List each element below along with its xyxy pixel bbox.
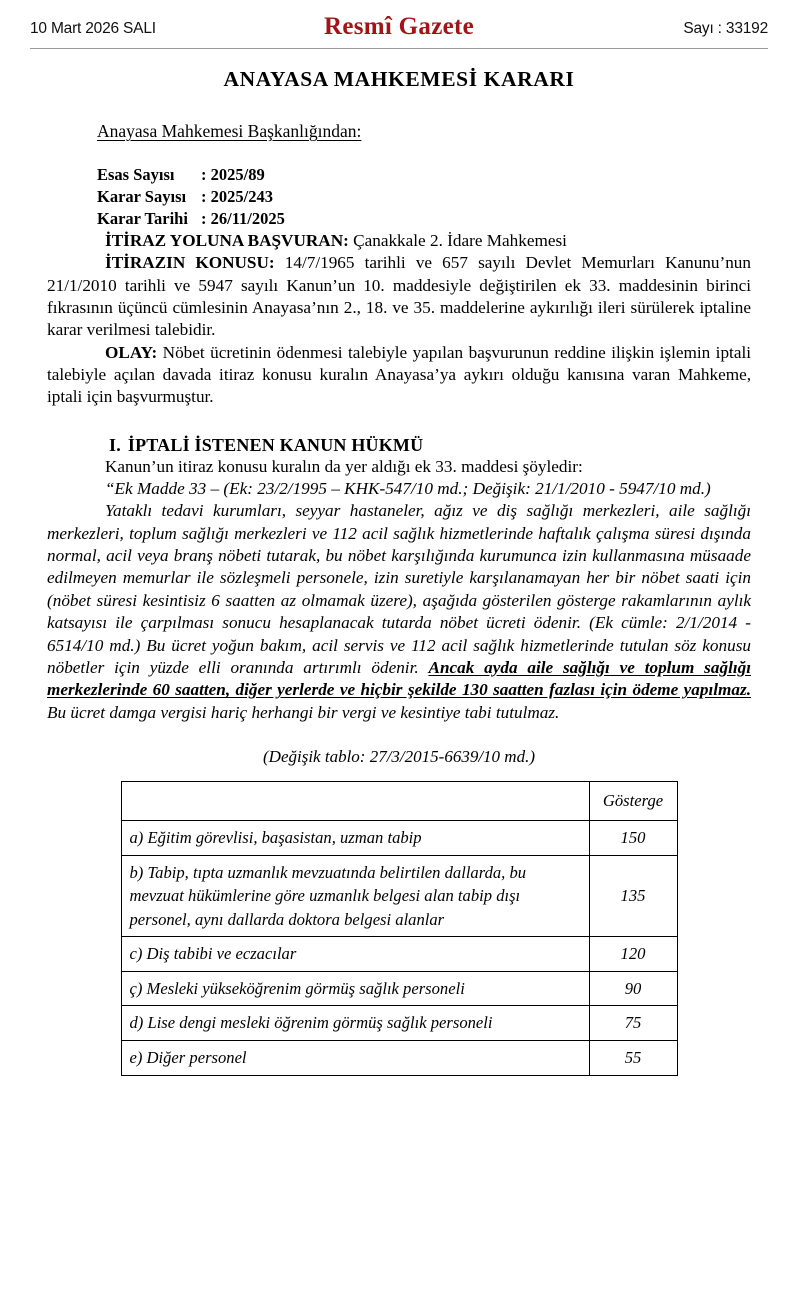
issuing-authority: Anayasa Mahkemesi Başkanlığından:	[97, 121, 362, 141]
paragraph-basvuran	[47, 230, 751, 252]
section-title: İPTALİ İSTENEN KANUN HÜKMÜ	[127, 434, 424, 455]
header-gosterge: Gösterge	[589, 782, 677, 821]
karar-value: : 2025/243	[201, 186, 273, 206]
row-description: e) Diğer personel	[121, 1040, 589, 1075]
section-heading-1	[109, 435, 751, 456]
table-row	[121, 821, 677, 856]
case-row-tarih	[97, 208, 751, 230]
table-header-row	[121, 782, 677, 821]
document-content	[47, 121, 751, 1076]
section-number: I.	[109, 434, 121, 455]
masthead-issue-number: Sayı : 33192	[683, 20, 768, 37]
olay-label: OLAY:	[105, 342, 158, 362]
karar-tarihi-value: : 26/11/2025	[201, 208, 285, 228]
konu-label: İTİRAZIN KONUSU:	[105, 253, 275, 273]
masthead-title: Resmî Gazete	[323, 13, 475, 40]
row-value: 90	[589, 971, 677, 1006]
row-value: 55	[589, 1040, 677, 1075]
masthead	[30, 0, 768, 44]
masthead-date: 10 Mart 2026 SALI	[30, 20, 156, 37]
table-caption: (Değişik tablo: 27/3/2015-6639/10 md.)	[263, 747, 535, 766]
paragraph-intro: Kanun’un itiraz konusu kuralın da yer aldığı ek 33. maddesi şöyledir:	[105, 456, 583, 476]
basvuran-text: Çanakkale 2. İdare Mahkemesi	[348, 230, 567, 250]
row-value: 150	[589, 821, 677, 856]
table-row	[121, 937, 677, 972]
row-description: b) Tabip, tıpta uzmanlık mevzuatında belirtilen dallarda, bu mevzuat hükümlerine göre uzmanlık belgesi alan tabip dışı personel, aynı dallarda doktora belgesi alanlar	[121, 855, 589, 937]
quote-article-body	[47, 500, 751, 724]
row-value: 120	[589, 937, 677, 972]
karar-tarihi-label: Karar Tarihi	[97, 208, 188, 228]
olay-text: Nöbet ücretinin ödenmesi talebiyle yapılan başvurunun reddine ilişkin işlemin iptali talebiyle açılan davada itiraz konusu kuralın Anayasa’ya aykırı olduğu kanısına varan Mahkeme, iptali için başvurmuştur.	[47, 342, 751, 407]
paragraph-olay	[47, 342, 751, 409]
table-row	[121, 971, 677, 1006]
header-description	[121, 782, 589, 821]
quote-body-part-2: Bu ücret damga vergisi hariç herhangi bir vergi ve kesintiye tabi tutulmaz.	[47, 702, 560, 722]
gosterge-table	[121, 781, 678, 1076]
row-description: a) Eğitim görevlisi, başasistan, uzman tabip	[121, 821, 589, 856]
case-row-esas	[97, 164, 751, 186]
row-value: 135	[589, 855, 677, 937]
quote-article-heading: “Ek Madde 33 – (Ek: 23/2/1995 – KHK-547/10 md.; Değişik: 21/1/2010 - 5947/10 md.)	[105, 479, 711, 499]
row-description: c) Diş tabibi ve eczacılar	[121, 937, 589, 972]
konu-text: 14/7/1965 tarihli ve 657 sayılı Devlet Memurları Kanunu’nun 21/1/2010 tarihli ve 5947 sayılı Kanun’un 10. maddesiyle değiştirilen ek 33. maddesinin birinci fıkrasının üçüncü cümlesinin Anayasa’nın 2., 18. ve 35. maddelerine aykırılığı ileri sürülerek iptaline karar verilmesi talebidir.	[47, 253, 751, 340]
karar-label: Karar Sayısı	[97, 186, 187, 206]
esas-value: : 2025/89	[201, 165, 265, 184]
gosterge-table-head	[121, 782, 677, 821]
quote-body-part-1: Yataklı tedavi kurumları, seyyar hastaneler, ağız ve diş sağlığı merkezleri, aile sağlığı merkezleri, toplum sağlığı merkezleri ve 112 acil sağlık hizmetlerinde haftalık çalışma süresi dışında normal, acil veya branş nöbeti tutarak, bu nöbet karşılığında kurumunca izin kullanmasına müsaade edilmeyen memurlar ile sözleşmeli personele, izin suretiyle karşılanamayan her bir nöbet saati için (nöbet süresi kesintisiz 6 saatten az olmamak üzere), aşağıda gösterilen gösterge rakamlarının aylık katsayısı ile çarpılması sonucu hesaplanacak tutarda nöbet ücreti ödenir. (Ek cümle: 2/1/2014 - 6514/10 md.) Bu ücret yoğun bakım, acil servis ve 112 acil sağlık hizmetlerinde tutulan söz konusu nöbetler için yüzde elli oranında artırımlı ödenir.	[47, 501, 751, 677]
row-description: ç) Mesleki yükseköğrenim görmüş sağlık personeli	[121, 971, 589, 1006]
case-identifier-block	[97, 164, 751, 230]
page-title: ANAYASA MAHKEMESİ KARARI	[223, 67, 575, 91]
basvuran-label: İTİRAZ YOLUNA BAŞVURAN:	[105, 230, 349, 250]
table-row	[121, 855, 677, 937]
case-row-karar	[97, 186, 751, 208]
paragraph-konu	[47, 252, 751, 341]
masthead-divider	[30, 48, 768, 49]
row-value: 75	[589, 1006, 677, 1041]
quote-body-underlined-rule: Ancak ayda aile sağlığı ve toplum sağlığı merkezlerinde 60 saatten, diğer yerlerde ve hiçbir şekilde 130 saatten fazlası için ödeme yapılmaz.	[47, 657, 751, 700]
gosterge-table-body	[121, 821, 677, 1076]
row-description: d) Lise dengi mesleki öğrenim görmüş sağlık personeli	[121, 1006, 589, 1041]
esas-label: Esas Sayısı	[97, 165, 175, 184]
table-row	[121, 1006, 677, 1041]
table-row	[121, 1040, 677, 1075]
